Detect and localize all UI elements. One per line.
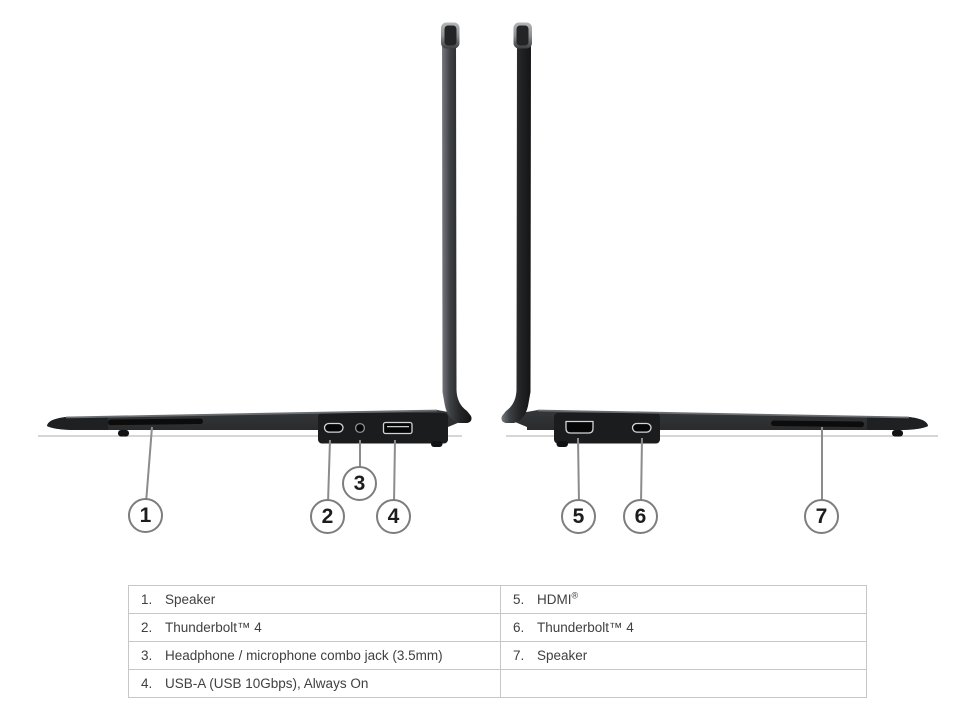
right-laptop-camera-bump-inner	[517, 26, 529, 46]
legend-number: 1.	[141, 592, 153, 607]
callout-number: 1	[139, 504, 152, 527]
left-laptop-front-foot	[118, 430, 129, 437]
left-laptop-side-view	[38, 23, 472, 448]
legend-cell-thunderbolt-6	[501, 614, 867, 642]
thunderbolt-port-6	[633, 424, 652, 433]
legend-label: HDMI	[537, 592, 572, 607]
leader-line-1	[146, 427, 152, 503]
callout-2-thunderbolt	[310, 499, 345, 534]
callout-number: 5	[572, 505, 585, 528]
legend-number: 7.	[513, 648, 525, 663]
legend-number: 3.	[141, 648, 153, 663]
speaker-grille-right	[771, 420, 864, 427]
callout-7-speaker	[804, 499, 839, 534]
right-laptop-rear-foot	[557, 441, 569, 447]
table-row	[129, 642, 867, 670]
left-laptop-front-tip	[47, 416, 108, 430]
headphone-jack-port	[356, 424, 365, 433]
legend-label: Speaker	[165, 592, 216, 607]
leader-line-6	[641, 438, 642, 503]
hdmi-port	[566, 422, 593, 434]
table-row	[129, 586, 867, 614]
callout-number: 2	[321, 505, 334, 528]
table-row	[129, 614, 867, 642]
legend-label: Thunderbolt™ 4	[537, 620, 634, 635]
legend-label: Speaker	[537, 648, 588, 663]
callout-leader-lines	[146, 427, 822, 503]
legend-cell-empty	[501, 670, 867, 698]
right-laptop-lid	[501, 28, 531, 423]
right-laptop-front-tip	[867, 416, 928, 430]
left-laptop-camera-bump-inner	[445, 26, 457, 46]
legend-number: 2.	[141, 620, 153, 635]
legend-cell-speaker-7	[501, 642, 867, 670]
leader-line-5	[578, 438, 579, 503]
table-row	[129, 670, 867, 698]
legend-cell-combo-jack	[129, 642, 501, 670]
callout-number: 4	[387, 505, 400, 528]
callout-6-thunderbolt	[623, 499, 658, 534]
callout-number: 6	[634, 505, 647, 528]
callout-number: 3	[353, 472, 366, 495]
legend-cell-thunderbolt-2	[129, 614, 501, 642]
legend-cell-usb-a	[129, 670, 501, 698]
callout-3-headphone-jack	[342, 466, 377, 501]
left-laptop-lid	[442, 28, 472, 423]
legend-label: USB-A (USB 10Gbps), Always On	[165, 676, 369, 691]
registered-mark: ®	[571, 590, 579, 601]
callout-number: 7	[815, 505, 828, 528]
legend-number: 4.	[141, 676, 153, 691]
legend-number: 5.	[513, 592, 525, 607]
thunderbolt-port-2	[325, 424, 344, 433]
legend-cell-hdmi	[501, 586, 867, 614]
usb-a-port	[384, 423, 413, 434]
speaker-grille-left	[108, 418, 203, 425]
legend-label: Thunderbolt™ 4	[165, 620, 262, 635]
port-legend-table	[128, 585, 867, 698]
callout-1-speaker	[128, 498, 163, 533]
leader-line-2	[328, 440, 330, 503]
callout-5-hdmi	[561, 499, 596, 534]
left-laptop-rear-foot	[431, 441, 443, 447]
callout-4-usb-a	[376, 499, 411, 534]
leader-line-4	[394, 440, 395, 503]
right-laptop-side-view	[501, 23, 938, 448]
right-laptop-front-foot	[892, 430, 903, 437]
legend-number: 6.	[513, 620, 525, 635]
legend-label: Headphone / microphone combo jack (3.5mm)	[165, 648, 443, 663]
legend-cell-speaker-1	[129, 586, 501, 614]
